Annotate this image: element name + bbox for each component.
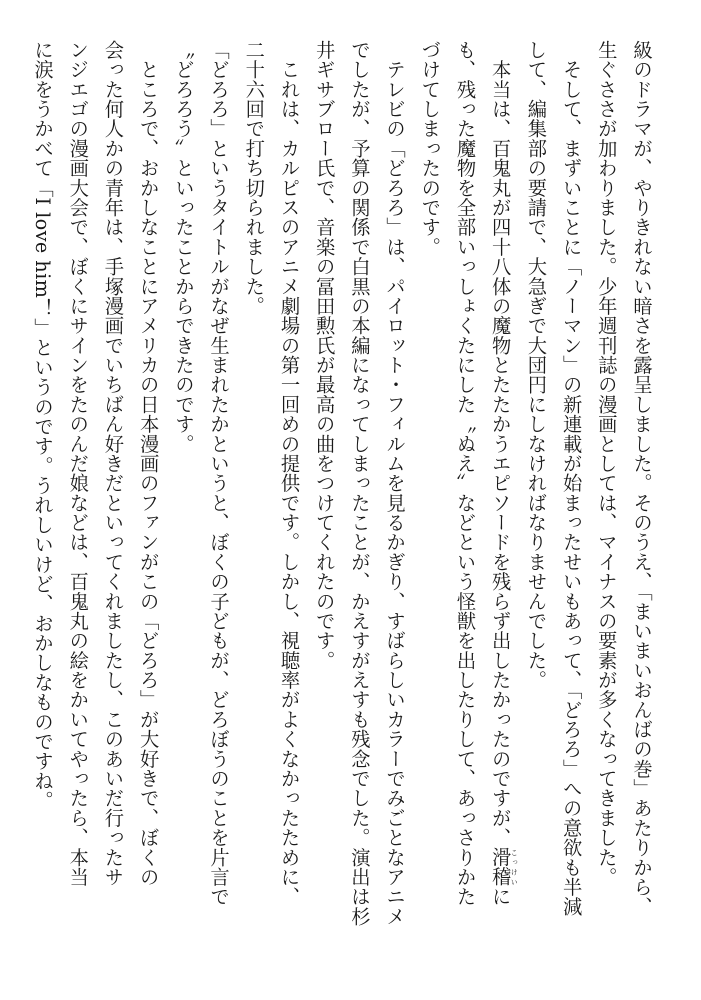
text-line-2: 生ぐささが加わりました。少年週刊誌の漫画としては、マイナスの要素が多くなってきました。: [594, 40, 618, 887]
vertical-text-block: [25, 40, 659, 945]
text-line-9: でしたが、予算の関係で白黒の本編になってしまったことが、かえすがえすも残念でした。演出は杉: [347, 40, 371, 927]
text-line-14: 〝どろろう〟といったことからできたのです。: [171, 40, 195, 454]
text-line-3: そして、まずいことに「ノーマン」の新連載が始まったせいもあって、「どろろ」への意欲も半減: [559, 40, 583, 917]
text-line-6: も、残った魔物を全部いっしょくたにした〝ぬえ〟などという怪獣を出したりして、あっさりかた: [453, 40, 477, 907]
text-line-7: づけてしまったのです。: [418, 40, 442, 257]
text-line-17: ンジエゴの漫画大会で、ぼくにサインをたのんだ娘などは、百鬼丸の絵をかいてやったら、本当: [66, 40, 90, 887]
text-line-5: [482, 40, 518, 945]
ruby-base: 滑稽: [488, 847, 512, 887]
text-line-11: これは、カルピスのアニメ劇場の第一回めの提供です。しかし、視聴率がよくなかったために、: [277, 40, 301, 907]
text-line-10: 井ギサブロー氏で、音楽の冨田勲氏が最高の曲をつけてくれたのです。: [312, 40, 336, 671]
text-line-1: 級のドラマが、やりきれない暗さを露呈しました。そのうえ、「まいまいおんばの巻」あたりから、: [630, 40, 653, 917]
text-line-15: ところで、おかしなことにアメリカの日本漫画のファンがこの「どろろ」が大好きで、ぼくの: [136, 40, 160, 887]
text-line-18: に涙をうかべて「I love him！」というのです。うれしいけど、おかしなものですね。: [31, 40, 55, 811]
text-line-5-suffix: に: [488, 886, 512, 907]
text-line-8: テレビの「どろろ」は、パイロット・フィルムを見るかぎり、すばらしいカラーでみごとなアニメ: [383, 40, 407, 927]
text-line-4: して、編集部の要請で、大急ぎで大団円にしなければなりませんでした。: [524, 40, 548, 690]
text-line-12: 二十六回で打ち切られました。: [242, 40, 266, 316]
ruby-reading: こっけい: [510, 847, 519, 887]
text-line-13: 「どろろ」というタイトルがなぜ生まれたかというと、ぼくの子どもが、どろぼうのことを片言で: [207, 40, 231, 907]
text-line-5-main: 本当は、百鬼丸が四十八体の魔物とたたかうエピソードを残らず出したかったのですが、: [488, 40, 512, 848]
ruby-kokkei: [488, 847, 519, 887]
text-line-16: 会った何人かの青年は、手塚漫画でいちばん好きだといってくれましたし、このあいだ行ったサ: [101, 40, 125, 887]
